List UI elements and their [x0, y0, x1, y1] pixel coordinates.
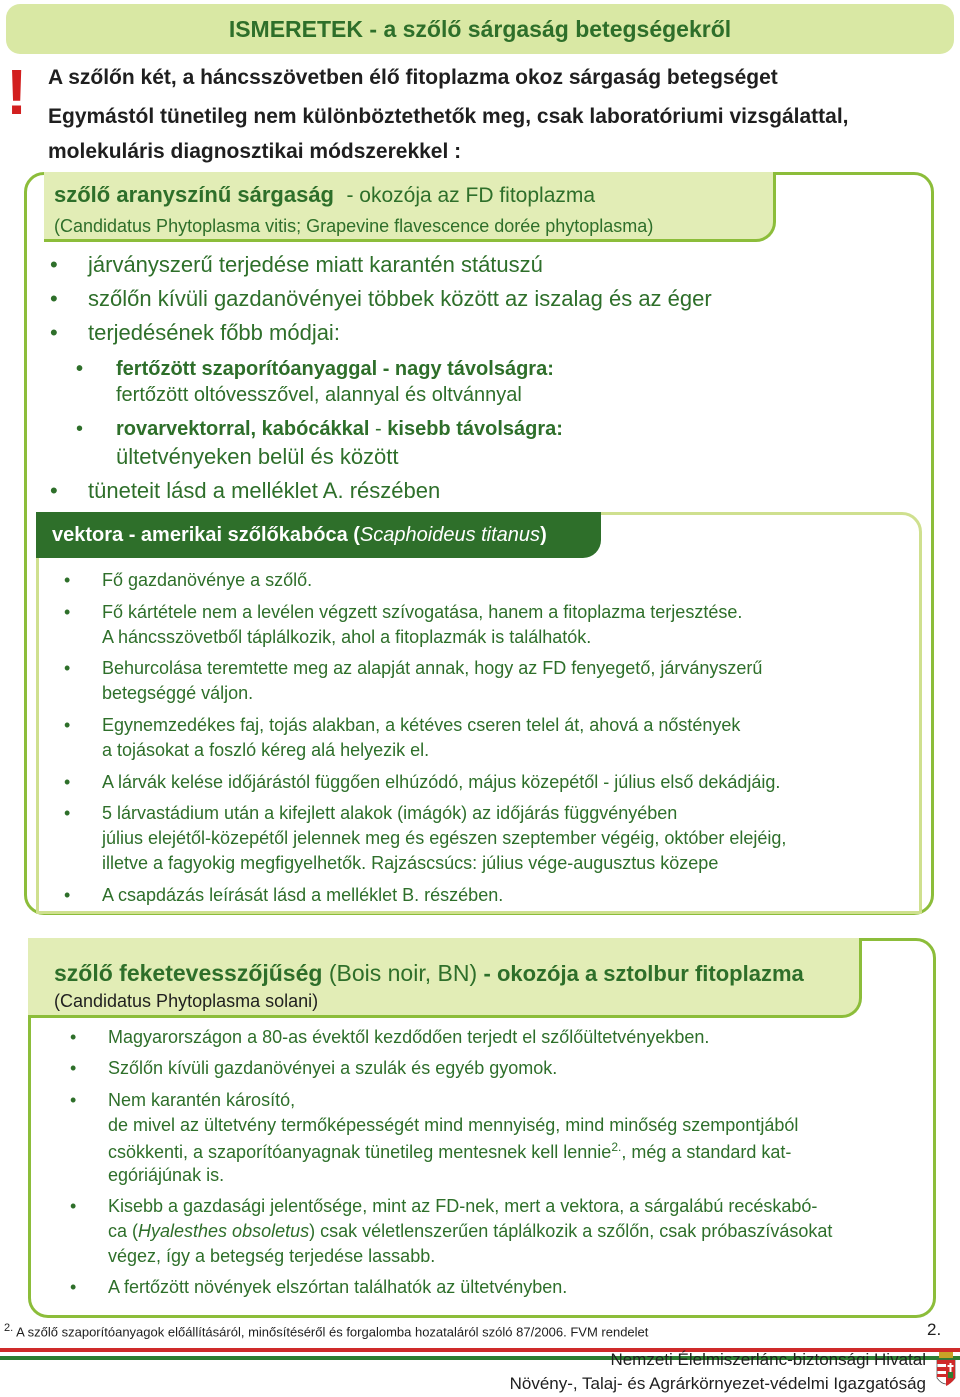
bn-item — [70, 1196, 818, 1217]
list-item-text: 5 lárvastádium után a kifejlett alakok (imágók) az időjárás függvényében — [102, 803, 678, 823]
fd-item-spread — [50, 320, 340, 346]
vector-item-cont: a tojásokat a foszló kéreg alá helyezik el. — [102, 740, 430, 760]
vector-item-cont: illetve a fagyokig megfigyelhetők. Rajzáscsúcs: július vége-augusztus közepe — [102, 853, 719, 873]
bullet-icon: • — [70, 1058, 77, 1078]
bn-title-abbr: (Bois noir, BN) — [322, 960, 484, 986]
fd-item-quarantine — [50, 252, 543, 278]
coat-of-arms-icon — [935, 1350, 957, 1394]
list-item-text: ca ( — [108, 1221, 139, 1241]
bullet-icon: • — [50, 286, 58, 311]
list-item-text: Szőlőn kívüli gazdanövényei a szulák és egyéb gyomok. — [108, 1058, 558, 1078]
vector-item-cont: betegséggé váljon. — [102, 683, 254, 703]
bullet-icon: • — [76, 358, 84, 380]
bullet-icon: • — [64, 772, 71, 792]
fd-spread-insects — [76, 418, 563, 441]
fd-title-suffix: - okozója az FD fitoplazma — [346, 184, 596, 207]
bn-item — [70, 1027, 710, 1048]
bn-item-cont: egóriájúnak is. — [108, 1165, 225, 1185]
vector-title-text: vektora - amerikai szőlőkabóca ( — [52, 524, 360, 546]
bn-item — [70, 1090, 296, 1111]
bn-latin-name: (Candidatus Phytoplasma solani) — [54, 991, 319, 1011]
vector-item — [64, 715, 741, 736]
vector-latin-name: Hyalesthes obsoletus — [138, 1221, 310, 1241]
fd-spread-material — [76, 358, 554, 381]
footnote — [4, 1322, 648, 1339]
list-item-text: rovarvektorral, kabócákkal — [116, 418, 370, 440]
separator: - — [369, 418, 388, 440]
vector-item — [64, 570, 313, 591]
org-name-line-2: Növény-, Talaj- és Agrárkörnyezet-védelmi Igazgatóság — [509, 1374, 926, 1393]
bn-item-cont: de mivel az ültetvény termőképességét mind mennyiség, mind minőség szempontjából — [108, 1115, 799, 1135]
bullet-icon: • — [70, 1027, 77, 1047]
vector-item — [64, 803, 678, 824]
vector-item — [64, 885, 504, 906]
bn-title — [54, 960, 804, 987]
list-item-text: Magyarországon a 80-as évektől kezdődően terjedt el szőlőültetvényekben. — [108, 1027, 710, 1047]
list-item-text: A csapdázás leírását lásd a melléklet B. részében. — [102, 885, 504, 905]
bullet-icon: • — [64, 715, 71, 735]
org-name-line-1: Nemzeti Élelmiszerlánc-biztonsági Hivatal — [610, 1350, 926, 1369]
footnote-ref: 2. — [611, 1140, 622, 1154]
bullet-icon: • — [76, 418, 84, 440]
bullet-icon: • — [64, 885, 71, 905]
fd-spread-insects-detail: ültetvényeken belül és között — [116, 444, 399, 469]
vector-item — [64, 602, 743, 623]
warning-exclamation-icon: ! — [6, 56, 28, 128]
intro-line-3: molekuláris diagnosztikai módszerekkel : — [48, 140, 462, 163]
bullet-icon: • — [50, 252, 58, 277]
intro-line-2: Egymástól tünetileg nem különböztethetők meg, csak laboratóriumi vizsgálattal, — [48, 105, 849, 128]
list-item-text: A lárvák kelése időjárástól függően elhúzódó, május közepétől - július első dekádjáig. — [102, 772, 781, 792]
list-item-text: ) csak véletlenszerűen táplálkozik a szőlőn, csak próbaszívásokat — [309, 1221, 833, 1241]
list-item-text: Egynemzedékes faj, tojás alakban, a kétéves cseren telel át, ahová a nőstények — [102, 715, 741, 735]
vector-title — [52, 524, 547, 547]
vector-item-cont: július elejétől-közepétől jelennek meg és egészen szeptember végéig, október elejéig, — [102, 828, 787, 848]
bullet-icon: • — [50, 478, 58, 503]
vector-latin-name: Scaphoideus titanus — [359, 524, 541, 546]
fd-item-symptoms — [50, 478, 441, 504]
bullet-icon: • — [64, 602, 71, 622]
bullet-icon: • — [70, 1196, 77, 1216]
bullet-icon: • — [50, 320, 58, 345]
fd-item-hosts — [50, 286, 712, 312]
bn-item — [70, 1277, 568, 1298]
page-number: 2. — [927, 1320, 942, 1339]
list-item-text: Kisebb a gazdasági jelentősége, mint az FD-nek, mert a vektora, a sárgalábú recéskabó- — [108, 1196, 818, 1216]
bn-item — [70, 1058, 558, 1079]
list-item-text: terjedésének főbb módjai: — [88, 320, 340, 345]
fd-spread-material-detail: fertőzött oltóvesszővel, alannyal és oltvánnyal — [116, 384, 522, 406]
list-item-text: csökkenti, a szaporítóanyagnak tünetileg mentesnek kell lennie — [108, 1142, 612, 1162]
bn-item-cont — [108, 1140, 791, 1163]
list-item-text: kisebb távolságra: — [387, 418, 563, 440]
list-item-text: fertőzött szaporítóanyaggal - nagy távolságra: — [116, 358, 554, 380]
page-title: ISMERETEK - a szőlő sárgaság betegségekről — [228, 16, 732, 42]
list-item-text: Nem karantén károsító, — [108, 1090, 296, 1110]
list-item-text: A fertőzött növények elszórtan találhatók az ültetvényben. — [108, 1277, 568, 1297]
list-item-text: Behurcolása teremtette meg az alapját annak, hogy az FD fenyegető, járványszerű — [102, 658, 763, 678]
list-item-text: Fő kártétele nem a levélen végzett szívogatása, hanem a fitoplazma terjesztése. — [102, 602, 743, 622]
bn-item-cont: végez, így a betegség terjedése lassabb. — [108, 1246, 436, 1266]
vector-item — [64, 658, 763, 679]
fd-latin-name: (Candidatus Phytoplasma vitis; Grapevine flavescence dorée phytoplasma) — [54, 216, 654, 236]
bn-item-cont — [108, 1221, 832, 1242]
bullet-icon: • — [64, 803, 71, 823]
vector-item-cont: A háncsszövetből táplálkozik, ahol a fitoplazmák is találhatók. — [102, 627, 592, 647]
list-item-text: járványszerű terjedése miatt karantén státuszú — [88, 252, 543, 277]
bullet-icon: • — [70, 1277, 77, 1297]
bn-title-name: szőlő feketevesszőjűség — [54, 960, 323, 986]
list-item-text: , még a standard kat- — [621, 1142, 792, 1162]
vector-item — [64, 772, 781, 793]
bullet-icon: • — [64, 658, 71, 678]
list-item-text: Fő gazdanövénye a szőlő. — [102, 570, 313, 590]
list-item-text: tüneteit lásd a melléklet A. részében — [88, 478, 441, 503]
bullet-icon: • — [70, 1090, 77, 1110]
footnote-mark: 2. — [4, 1322, 14, 1334]
bn-title-cause: - okozója a sztolbur fitoplazma — [483, 961, 804, 986]
fd-title — [54, 182, 595, 208]
bullet-icon: • — [64, 570, 71, 590]
list-item-text: szőlőn kívüli gazdanövényei többek között az iszalag és az éger — [88, 286, 712, 311]
vector-title-close: ) — [540, 524, 547, 546]
intro-line-1: A szőlőn két, a háncsszövetben élő fitoplazma okoz sárgaság betegséget — [48, 66, 778, 89]
footnote-text: A szőlő szaporítóanyagok előállításáról, minősítéséről és forgalomba hozataláról szóló 87/2006. FVM rendelet — [16, 1324, 649, 1340]
fd-title-name: szőlő aranyszínű sárgaság — [54, 182, 334, 207]
